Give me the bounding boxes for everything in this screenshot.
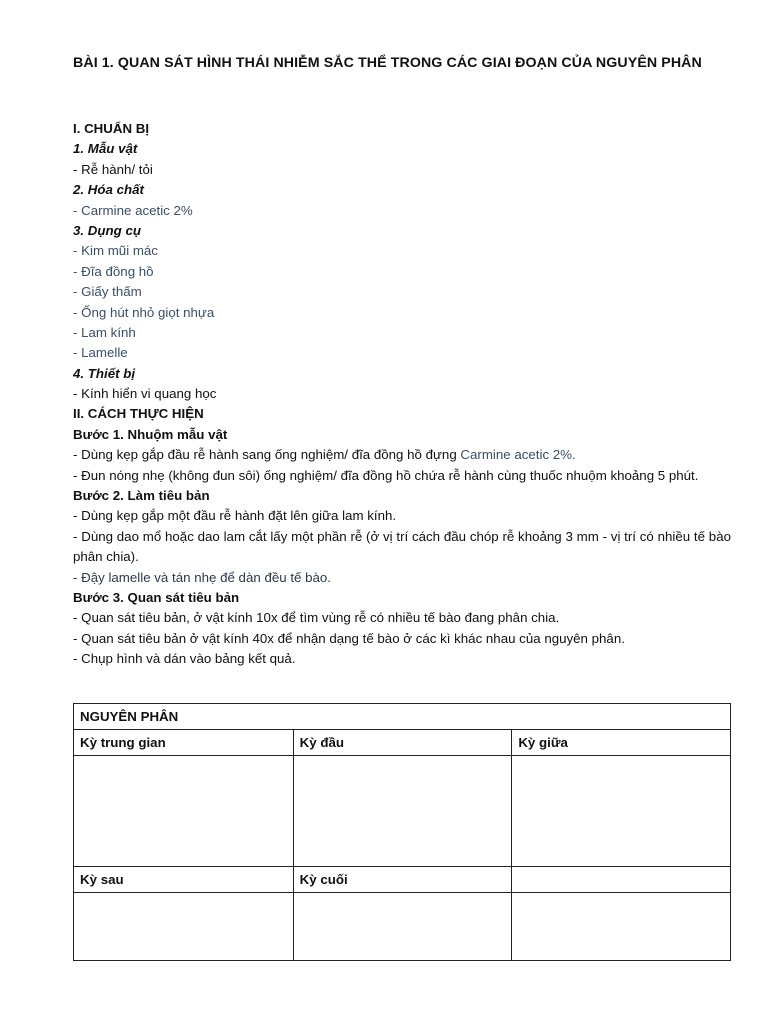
table-header-cell: Kỳ sau: [74, 867, 294, 893]
step-text: - Dùng dao mổ hoặc dao lam cắt lấy một phần rễ (ở vị trí cách đầu chóp rễ khoảng 3 mm - vị trí có nhiều tế bào phân chia).: [73, 528, 731, 565]
table-header-cell: Kỳ cuối: [293, 867, 512, 893]
step-text: - Dùng kẹp gắp một đầu rễ hành đặt lên giữa lam kính.: [73, 508, 397, 524]
list-item: - Kính hiển vi quang học: [73, 386, 217, 402]
section-heading-prep: I. CHUẨN BỊ: [73, 121, 150, 136]
list-item: - Carmine acetic 2%: [73, 202, 193, 218]
image-slot: [512, 756, 731, 867]
table-header-cell: Kỳ đầu: [293, 730, 512, 756]
step-heading-3: Bước 3. Quan sát tiêu bản: [73, 590, 240, 606]
list-item: - Lamelle: [73, 345, 128, 361]
table-row: [74, 893, 731, 961]
table-row: [74, 730, 731, 756]
step-text: - Chụp hình và dán vào bảng kết quả.: [73, 651, 296, 667]
list-item: - Lam kính: [73, 324, 136, 340]
table-row: [74, 756, 731, 867]
subheading-chemicals: 2. Hóa chất: [73, 182, 144, 198]
table-header-cell: [512, 867, 731, 893]
image-slot: [74, 893, 294, 961]
section-heading-method: II. CÁCH THỰC HIỆN: [73, 406, 204, 422]
table-header-cell: Kỳ giữa: [512, 730, 731, 756]
reagent-name: Carmine acetic 2%.: [460, 447, 576, 463]
image-slot: [293, 893, 512, 961]
table-caption: NGUYÊN PHÂN: [74, 704, 731, 730]
step-heading-1: Bước 1. Nhuộm mẫu vật: [73, 426, 228, 442]
step-text-part: - Dùng kẹp gắp đầu rễ hành sang ống nghiệm/ đĩa đồng hồ đựng: [73, 447, 461, 463]
step-text: - Đun nóng nhẹ (không đun sôi) ống nghiệm/ đĩa đồng hồ chứa rễ hành cùng thuốc nhuộm khoảng 5 phút.: [73, 467, 699, 483]
results-table: [73, 703, 731, 961]
subheading-equipment: 4. Thiết bị: [73, 365, 136, 381]
list-item: - Kim mũi mác: [73, 243, 158, 259]
step-text: - Đậy lamelle và tán nhẹ để dàn đều tế bào.: [73, 569, 331, 585]
table-header-cell: Kỳ trung gian: [74, 730, 294, 756]
step-heading-2: Bước 2. Làm tiêu bản: [73, 488, 210, 504]
list-item: - Giấy thấm: [73, 284, 142, 300]
step-text: - Quan sát tiêu bản, ở vật kính 10x để tìm vùng rễ có nhiều tế bào đang phân chia.: [73, 610, 560, 626]
image-slot: [74, 756, 294, 867]
table-row: [74, 867, 731, 893]
list-item: - Đĩa đồng hồ: [73, 263, 154, 279]
list-item: - Rễ hành/ tỏi: [73, 161, 153, 177]
subheading-tools: 3. Dụng cụ: [73, 222, 141, 238]
step-text: - Quan sát tiêu bản ở vật kính 40x để nhận dạng tế bào ở các kì khác nhau của nguyên phân.: [73, 630, 625, 646]
image-slot: [293, 756, 512, 867]
image-slot: [512, 893, 731, 961]
subheading-specimen: 1. Mẫu vật: [73, 141, 138, 157]
step-text: [73, 445, 731, 465]
table-row: [74, 704, 731, 730]
list-item: - Ống hút nhỏ giọt nhựa: [73, 304, 215, 320]
page-title: BÀI 1. QUAN SÁT HÌNH THÁI NHIỄM SẮC THỂ TRONG CÁC GIAI ĐOẠN CỦA NGUYÊN PHÂN: [73, 55, 702, 71]
document-body: [73, 119, 731, 670]
